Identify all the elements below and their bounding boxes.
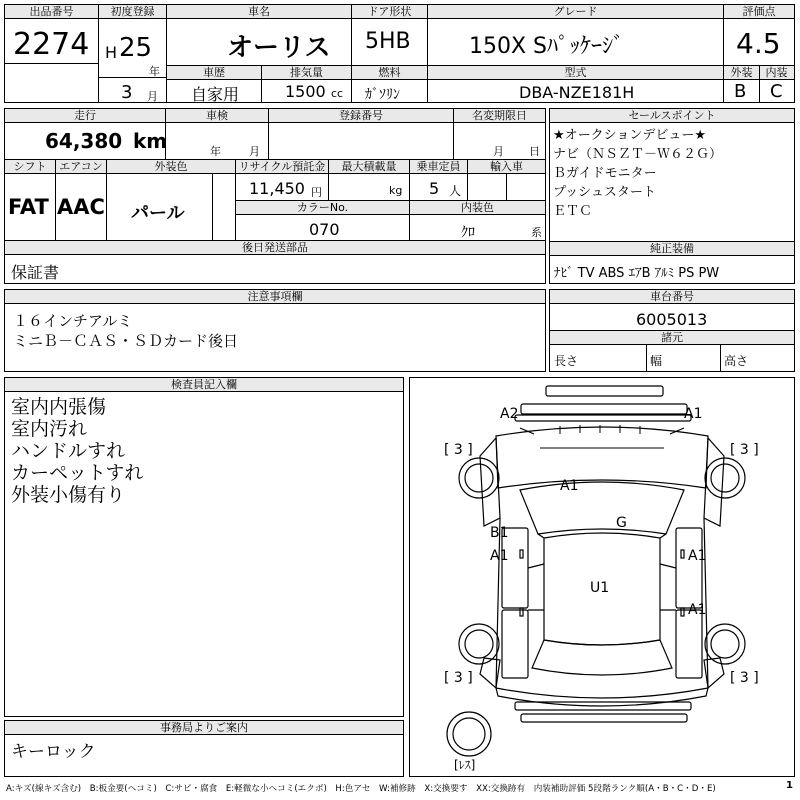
width-label: 幅: [650, 354, 663, 368]
equipment: ﾅﾋﾞ TV ABS ｴｱB ｱﾙﾐ PS PW: [554, 266, 720, 281]
reg-era: H: [105, 43, 118, 62]
sales-point: Ｂガイドモニター: [553, 166, 657, 181]
vehicle-header: [98, 4, 724, 103]
year-unit: 年: [149, 65, 160, 78]
damage-mark: B1: [490, 525, 509, 541]
sales-point: ＥＴＣ: [553, 204, 593, 219]
chassis-label: 車台番号: [550, 290, 794, 304]
color-no: 070: [309, 220, 340, 239]
grade: 150X Sﾊﾟｯｹｰｼﾞ: [469, 34, 625, 59]
import-label: 輸入車: [468, 160, 545, 174]
sales-point: プッシュスタート: [553, 185, 656, 200]
damage-mark: A1: [688, 548, 707, 564]
office-box: [4, 720, 404, 777]
door-type: 5HB: [365, 29, 411, 54]
length-label: 長さ: [554, 354, 579, 368]
capacity-unit: 人: [449, 184, 462, 198]
mileage-unit: km: [133, 129, 168, 153]
damage-mark: A2: [500, 406, 519, 422]
title-month-unit: 月: [493, 145, 504, 158]
details-block: [4, 108, 546, 284]
sales-point: ★オークションデビュー★: [553, 128, 707, 143]
later-parts: 保証書: [11, 263, 60, 282]
inspector-line: 外装小傷有り: [11, 484, 126, 506]
spare-tire-label: [ﾚｽ]: [454, 758, 476, 772]
inspector-line: ハンドルすれ: [11, 440, 126, 462]
history: 自家用: [191, 85, 240, 104]
displacement: 1500: [285, 82, 326, 101]
model-label: 型式: [428, 66, 723, 80]
inspector-line: カーペットすれ: [11, 462, 144, 484]
legend: A:キズ(線キズ含む) B:板金要(ヘコミ) C:サビ・腐食 E:軽微な小ヘコミ(エクボ) H:色アセ W:補修跡 X:交換要す XX:交換跡有 内装補助評価 5段階ランク順(A・B・C・D・E): [6, 784, 716, 794]
interior-grade: C: [770, 81, 783, 102]
inspector-line: 室内汚れ: [11, 418, 88, 440]
title-expiry-label: 名変期限日: [454, 109, 545, 123]
damage-mark: A1: [684, 406, 703, 422]
later-parts-label: 後日発送部品: [5, 241, 545, 255]
mileage-label: 走行: [5, 109, 165, 123]
office-note: キーロック: [11, 742, 96, 762]
plate-label: 登録番号: [269, 109, 453, 123]
damage-mark: U1: [590, 580, 610, 596]
tire-tread-rl: [ 3 ]: [444, 670, 473, 686]
sales-points-label: セールスポイント: [550, 109, 794, 123]
exterior-color: パール: [131, 203, 185, 224]
lot-number-label: 出品番号: [5, 5, 98, 19]
displacement-label: 排気量: [262, 66, 351, 80]
inspector-label: 検査員記入欄: [5, 378, 403, 392]
color-label: 外装色: [107, 160, 235, 174]
interior-color: ｸﾛ: [461, 225, 475, 241]
notes-line: １６インチアルミ: [13, 312, 133, 330]
color-no-label: カラーNo.: [236, 201, 409, 215]
model: DBA-NZE181H: [519, 83, 635, 102]
reg-year: 25: [119, 33, 153, 63]
chassis-number: 6005013: [636, 310, 708, 329]
door-label: ドア形状: [352, 5, 427, 19]
inspector-line: 室内内張傷: [11, 396, 107, 418]
chassis-box: [549, 289, 795, 372]
tire-tread-fr: [ 3 ]: [730, 442, 759, 458]
exterior-grade: B: [734, 81, 747, 102]
damage-mark: A1: [490, 548, 509, 564]
interior-color-label: 内装色: [410, 201, 545, 215]
damage-mark: A1: [688, 602, 707, 618]
inspector-box: [4, 377, 404, 717]
damage-mark: A1: [560, 478, 579, 494]
damage-mark: G: [616, 515, 627, 531]
specs-label: 諸元: [550, 331, 794, 345]
equipment-label: 純正装備: [550, 242, 794, 256]
fuel-label: 燃料: [352, 66, 427, 80]
inspection-year-unit: 年: [210, 145, 221, 158]
score: 4.5: [736, 27, 781, 60]
fuel: ｶﾞｿﾘﾝ: [365, 87, 400, 103]
interior-label: 内装: [759, 66, 794, 80]
lot-number: 2274: [13, 27, 90, 62]
shift: FAT: [8, 195, 49, 219]
car-diagram: [410, 378, 794, 776]
recycle-fee: 11,450: [249, 179, 305, 198]
notes-label: 注意事項欄: [5, 290, 545, 304]
tire-tread-rr: [ 3 ]: [730, 670, 759, 686]
capacity: 5: [429, 179, 440, 198]
first-reg-label: 初度登録: [99, 5, 166, 19]
displacement-unit: cc: [331, 87, 344, 100]
car-name-label: 車名: [167, 5, 351, 19]
lot-number-box: [4, 4, 99, 103]
score-box: [723, 4, 795, 103]
recycle-label: リサイクル預託金: [236, 160, 328, 174]
tire-tread-fl: [ 3 ]: [444, 442, 473, 458]
ac-label: エアコン: [56, 160, 106, 174]
interior-color-unit: 系: [531, 226, 542, 239]
office-label: 事務局よりご案内: [5, 721, 403, 735]
month-unit: 月: [147, 90, 158, 103]
height-label: 高さ: [724, 354, 749, 368]
inspection-label: 車検: [166, 109, 268, 123]
title-day-unit: 日: [529, 145, 540, 158]
recycle-unit: 円: [311, 186, 322, 199]
history-label: 車歴: [167, 66, 261, 80]
sales-point: ナビ（ＮＳＺＴ－Ｗ６２Ｇ）: [553, 147, 723, 162]
load-unit: kg: [389, 184, 403, 197]
page-number: 1: [786, 780, 793, 791]
car-diagram-box: [409, 377, 795, 777]
ac: AAC: [57, 195, 105, 219]
sales-points-box: [549, 108, 795, 284]
notes-box: [4, 289, 546, 372]
capacity-label: 乗車定員: [410, 160, 467, 174]
inspection-month-unit: 月: [249, 145, 260, 158]
car-name: オーリス: [227, 33, 331, 63]
score-label: 評価点: [724, 5, 794, 19]
exterior-label: 外装: [724, 66, 759, 80]
notes-line: ミニＢ－ＣＡＳ・ＳＤカード後日: [13, 332, 239, 350]
load-label: 最大積載量: [329, 160, 409, 174]
reg-month: 3: [121, 82, 133, 103]
shift-label: シフト: [5, 160, 55, 174]
grade-label: グレード: [428, 5, 723, 19]
mileage: 64,380: [45, 129, 123, 153]
